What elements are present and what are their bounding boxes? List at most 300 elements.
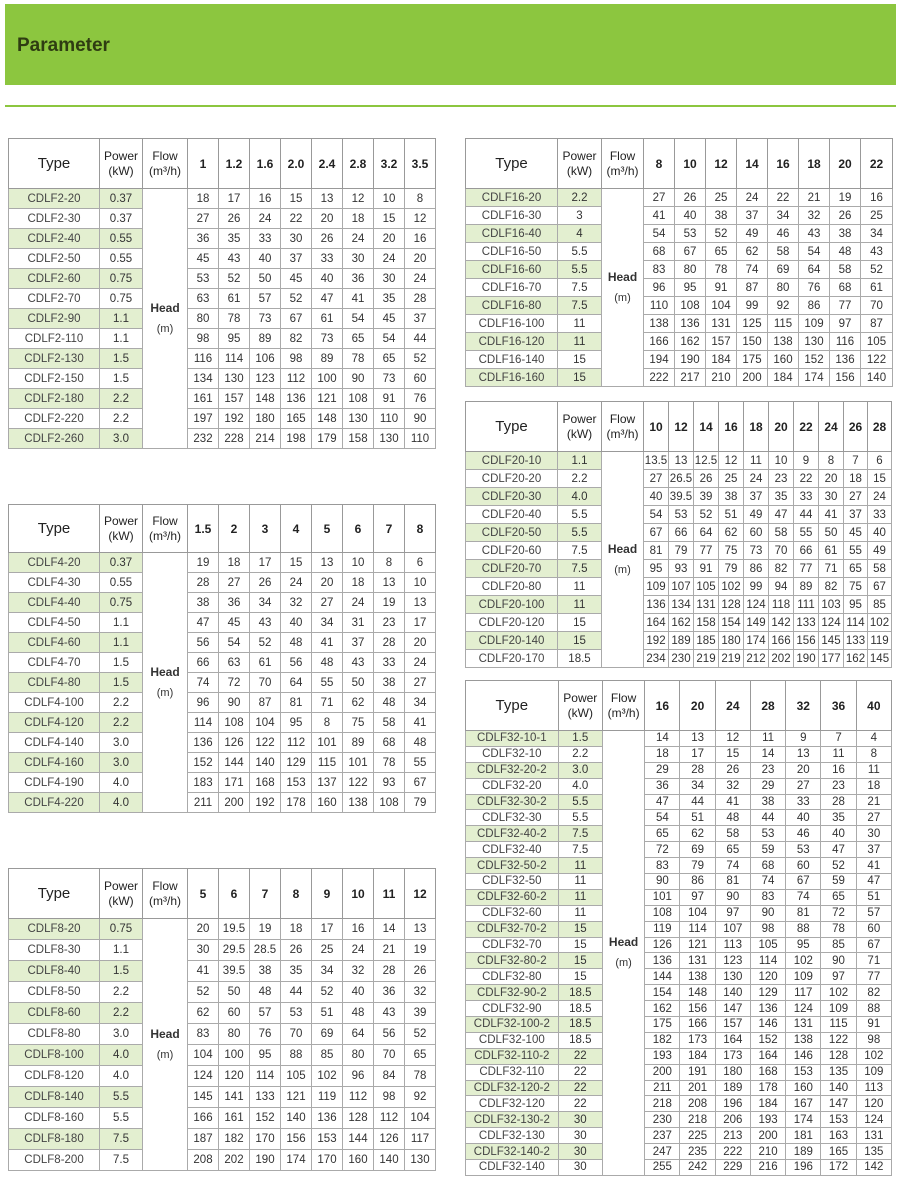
table-row	[466, 560, 892, 578]
head-label-cell	[602, 452, 644, 668]
head-value: 65	[374, 349, 405, 369]
head-unit: (m)	[156, 1049, 174, 1061]
head-value: 35	[769, 488, 794, 506]
head-value: 24	[405, 653, 436, 673]
head-value: 84	[374, 1066, 405, 1087]
head-value: 78	[343, 349, 374, 369]
pump-type: CDLF4-30	[9, 573, 100, 593]
pump-power: 2.2	[100, 982, 143, 1003]
head-value: 113	[715, 937, 750, 953]
flow-value-header: 18	[744, 402, 769, 452]
head-value: 37	[856, 842, 891, 858]
table-row	[466, 905, 892, 921]
head-value: 187	[188, 1129, 219, 1150]
pump-type: CDLF32-120	[466, 1096, 559, 1112]
head-value: 255	[645, 1160, 680, 1176]
pump-type: CDLF16-40	[466, 225, 558, 243]
head-value: 8	[819, 452, 844, 470]
pump-type: CDLF2-30	[9, 209, 100, 229]
table-row	[466, 746, 892, 762]
head-label: Head	[608, 935, 639, 950]
table-row	[9, 1108, 436, 1129]
pump-power: 5.5	[558, 243, 602, 261]
table-row	[9, 753, 436, 773]
head-value: 65	[645, 826, 680, 842]
flow-value-header: 8	[405, 505, 436, 553]
pump-power: 11	[558, 889, 602, 905]
head-value: 16	[343, 919, 374, 940]
power-unit: (kW)	[567, 705, 593, 720]
head-value: 62	[188, 1003, 219, 1024]
head-value: 61	[219, 289, 250, 309]
flow-value-header: 4	[281, 505, 312, 553]
head-value: 119	[312, 1087, 343, 1108]
head-value: 201	[680, 1080, 715, 1096]
head-value: 28.5	[250, 940, 281, 961]
head-value: 95	[786, 937, 821, 953]
head-value: 14	[750, 746, 785, 762]
pump-type: CDLF8-180	[9, 1129, 100, 1150]
head-value: 93	[669, 560, 694, 578]
head-value: 138	[786, 1032, 821, 1048]
head-value: 14	[374, 919, 405, 940]
head-value: 135	[856, 1144, 891, 1160]
flow-value-header: 28	[868, 402, 892, 452]
pump-power: 0.75	[100, 269, 143, 289]
table-row	[466, 207, 893, 225]
head-value: 80	[343, 1045, 374, 1066]
head-value: 58	[830, 261, 861, 279]
head-value: 118	[769, 596, 794, 614]
power-label: Power	[103, 513, 138, 528]
pump-type: CDLF32-60-2	[466, 889, 559, 905]
table-row	[466, 794, 892, 810]
head-value: 6	[405, 553, 436, 573]
head-value: 34	[768, 207, 799, 225]
head-value: 108	[219, 713, 250, 733]
pump-power: 4.0	[558, 778, 602, 794]
head-value: 109	[799, 315, 830, 333]
head-value: 54	[343, 309, 374, 329]
head-value: 80	[768, 279, 799, 297]
table-row	[466, 243, 893, 261]
head-value: 41	[312, 633, 343, 653]
head-value: 108	[675, 297, 706, 315]
pump-power: 15	[558, 369, 602, 387]
head-value: 184	[706, 351, 737, 369]
head-value: 22	[768, 189, 799, 207]
head-value: 27	[405, 673, 436, 693]
head-value: 102	[821, 985, 856, 1001]
table-row	[9, 1024, 436, 1045]
pump-power: 5.5	[558, 506, 602, 524]
pump-type: CDLF4-100	[9, 693, 100, 713]
pump-type: CDLF16-70	[466, 279, 558, 297]
head-value: 114	[188, 713, 219, 733]
head-value: 24	[405, 269, 436, 289]
head-value: 60	[219, 1003, 250, 1024]
head-value: 34	[312, 613, 343, 633]
table-row	[466, 225, 893, 243]
pump-type: CDLF16-60	[466, 261, 558, 279]
head-value: 50	[343, 673, 374, 693]
head-value: 100	[219, 1045, 250, 1066]
power-unit: (kW)	[108, 893, 134, 908]
head-value: 46	[786, 826, 821, 842]
flow-header	[143, 139, 188, 189]
head-value: 90	[405, 409, 436, 429]
head-value: 65	[715, 842, 750, 858]
head-value: 174	[786, 1112, 821, 1128]
head-value: 20	[374, 229, 405, 249]
pump-power: 0.37	[100, 209, 143, 229]
head-value: 121	[281, 1087, 312, 1108]
head-value: 43	[250, 613, 281, 633]
head-value: 116	[830, 333, 861, 351]
pump-power: 0.75	[100, 593, 143, 613]
head-value: 110	[405, 429, 436, 449]
head-value: 174	[281, 1150, 312, 1171]
head-value: 78	[374, 753, 405, 773]
head-value: 12	[715, 731, 750, 747]
pump-type: CDLF32-100-2	[466, 1017, 559, 1033]
head-value: 218	[645, 1096, 680, 1112]
table-row	[466, 279, 893, 297]
head-value: 214	[250, 429, 281, 449]
head-value: 9	[794, 452, 819, 470]
head-value: 51	[719, 506, 744, 524]
flow-value-header: 3.5	[405, 139, 436, 189]
pump-type: CDLF32-90	[466, 1001, 559, 1017]
pump-type: CDLF32-20-2	[466, 762, 559, 778]
head-value: 7	[844, 452, 868, 470]
pump-type: CDLF32-20	[466, 778, 559, 794]
head-value: 27	[312, 593, 343, 613]
table-row	[466, 315, 893, 333]
head-value: 52	[861, 261, 893, 279]
head-value: 78	[219, 309, 250, 329]
head-value: 130	[219, 369, 250, 389]
head-value: 173	[715, 1048, 750, 1064]
pump-power: 7.5	[558, 297, 602, 315]
flow-value-header: 16	[768, 139, 799, 189]
flow-value-header: 32	[786, 681, 821, 731]
head-value: 20	[188, 919, 219, 940]
head-value: 25	[312, 940, 343, 961]
head-value: 58	[868, 560, 892, 578]
head-value: 53	[786, 842, 821, 858]
head-value: 217	[675, 369, 706, 387]
head-value: 17	[250, 553, 281, 573]
table-row	[466, 1001, 892, 1017]
head-value: 56	[374, 1024, 405, 1045]
head-value: 28	[374, 961, 405, 982]
pump-power: 3.0	[100, 733, 143, 753]
head-value: 162	[675, 333, 706, 351]
head-value: 67	[675, 243, 706, 261]
table-row	[466, 858, 892, 874]
head-value: 114	[844, 614, 868, 632]
pump-power: 3.0	[100, 429, 143, 449]
head-value: 147	[715, 1001, 750, 1017]
head-value: 100	[312, 369, 343, 389]
head-value: 30	[281, 229, 312, 249]
head-value: 20	[405, 249, 436, 269]
head-value: 70	[281, 1024, 312, 1045]
head-value: 58	[768, 243, 799, 261]
head-value: 136	[750, 1001, 785, 1017]
power-header	[100, 139, 143, 189]
head-value: 27	[844, 488, 868, 506]
pump-power: 7.5	[558, 279, 602, 297]
pump-type: CDLF32-130-2	[466, 1112, 559, 1128]
pump-power: 4.0	[558, 488, 602, 506]
pump-type: CDLF8-60	[9, 1003, 100, 1024]
head-value: 71	[856, 953, 891, 969]
pump-power: 1.5	[100, 961, 143, 982]
head-value: 26	[405, 961, 436, 982]
head-value: 104	[250, 713, 281, 733]
head-value: 178	[750, 1080, 785, 1096]
table-row	[466, 297, 893, 315]
head-value: 48	[715, 810, 750, 826]
head-value: 90	[750, 905, 785, 921]
flow-value-header: 36	[821, 681, 856, 731]
flow-label: Flow	[152, 513, 178, 528]
head-value: 21	[856, 794, 891, 810]
flow-value-header: 7	[250, 869, 281, 919]
head-value: 54	[219, 633, 250, 653]
head-value: 148	[680, 985, 715, 1001]
pump-power: 7.5	[558, 826, 602, 842]
head-value: 134	[669, 596, 694, 614]
head-value: 120	[219, 1066, 250, 1087]
head-value: 161	[219, 1108, 250, 1129]
flow-value-header: 1.5	[188, 505, 219, 553]
head-value: 40	[644, 488, 669, 506]
head-value: 106	[250, 349, 281, 369]
flow-value-header: 8	[644, 139, 675, 189]
head-value: 166	[644, 333, 675, 351]
head-value: 80	[188, 309, 219, 329]
head-value: 40	[250, 249, 281, 269]
head-value: 81	[715, 874, 750, 890]
head-value: 38	[830, 225, 861, 243]
head-value: 120	[856, 1096, 891, 1112]
pump-power: 15	[558, 351, 602, 369]
head-value: 124	[819, 614, 844, 632]
head-value: 13	[680, 731, 715, 747]
head-value: 62	[680, 826, 715, 842]
head-value: 65	[405, 1045, 436, 1066]
pump-power: 2.2	[558, 746, 602, 762]
head-value: 52	[281, 289, 312, 309]
head-value: 76	[250, 1024, 281, 1045]
head-value: 32	[405, 982, 436, 1003]
flow-label: Flow	[152, 148, 178, 163]
pump-type: CDLF20-50	[466, 524, 558, 542]
power-label: Power	[103, 148, 138, 163]
table-row	[9, 693, 436, 713]
flow-value-header: 26	[844, 402, 868, 452]
pump-type: CDLF2-220	[9, 409, 100, 429]
power-label: Power	[563, 690, 598, 705]
head-value: 131	[694, 596, 719, 614]
table-cdlf4	[8, 504, 436, 813]
power-unit: (kW)	[108, 528, 134, 543]
flow-unit: (m³/h)	[149, 528, 181, 543]
head-value: 36	[219, 593, 250, 613]
flow-value-header: 14	[737, 139, 768, 189]
head-value: 160	[786, 1080, 821, 1096]
table-row	[466, 985, 892, 1001]
head-value: 48	[405, 733, 436, 753]
head-value: 54	[644, 225, 675, 243]
pump-type: CDLF32-30	[466, 810, 559, 826]
head-value: 124	[856, 1112, 891, 1128]
head-value: 18	[281, 919, 312, 940]
head-value: 128	[821, 1048, 856, 1064]
table-row	[9, 793, 436, 813]
head-value: 15	[715, 746, 750, 762]
head-value: 90	[219, 693, 250, 713]
head-value: 123	[715, 953, 750, 969]
pump-type: CDLF32-90-2	[466, 985, 559, 1001]
flow-unit: (m³/h)	[607, 705, 640, 720]
pump-type: CDLF16-30	[466, 207, 558, 225]
pump-type: CDLF32-120-2	[466, 1080, 559, 1096]
flow-value-header: 3	[250, 505, 281, 553]
head-value: 60	[405, 369, 436, 389]
head-value: 29	[645, 762, 680, 778]
head-value: 79	[680, 858, 715, 874]
pump-power: 7.5	[558, 560, 602, 578]
head-value: 8	[405, 189, 436, 209]
pump-type: CDLF16-140	[466, 351, 558, 369]
table-row	[466, 762, 892, 778]
head-value: 182	[219, 1129, 250, 1150]
head-value: 140	[861, 369, 893, 387]
pump-type: CDLF16-160	[466, 369, 558, 387]
head-value: 10	[769, 452, 794, 470]
head-value: 48	[312, 653, 343, 673]
head-value: 184	[680, 1048, 715, 1064]
head-value: 105	[281, 1066, 312, 1087]
head-value: 77	[856, 969, 891, 985]
head-value: 90	[645, 874, 680, 890]
head-value: 83	[645, 858, 680, 874]
pump-type: CDLF32-70-2	[466, 921, 559, 937]
head-value: 54	[644, 506, 669, 524]
head-unit: (m)	[614, 292, 631, 304]
head-value: 175	[645, 1017, 680, 1033]
pump-type: CDLF32-100	[466, 1032, 559, 1048]
head-value: 35	[374, 289, 405, 309]
flow-header	[143, 869, 188, 919]
head-value: 52	[821, 858, 856, 874]
table-row	[466, 1032, 892, 1048]
power-header	[558, 681, 602, 731]
head-value: 8	[374, 553, 405, 573]
head-value: 85	[821, 937, 856, 953]
head-value: 206	[715, 1112, 750, 1128]
head-value: 70	[374, 1045, 405, 1066]
head-value: 11	[744, 452, 769, 470]
head-value: 89	[250, 329, 281, 349]
head-value: 33	[786, 794, 821, 810]
head-value: 48	[250, 982, 281, 1003]
head-value: 102	[868, 614, 892, 632]
head-value: 13	[786, 746, 821, 762]
table-row	[466, 596, 892, 614]
head-value: 64	[343, 1024, 374, 1045]
head-value: 114	[750, 953, 785, 969]
head-value: 197	[188, 409, 219, 429]
head-value: 68	[830, 279, 861, 297]
head-value: 87	[861, 315, 893, 333]
head-value: 79	[719, 560, 744, 578]
head-value: 74	[715, 858, 750, 874]
type-header: Type	[9, 869, 100, 919]
head-label: Head	[150, 1027, 180, 1041]
head-value: 112	[281, 733, 312, 753]
flow-value-header: 6	[343, 505, 374, 553]
pump-power: 11	[558, 578, 602, 596]
head-value: 17	[680, 746, 715, 762]
head-value: 242	[680, 1160, 715, 1176]
power-label: Power	[562, 411, 597, 426]
head-value: 39	[694, 488, 719, 506]
head-value: 24	[374, 249, 405, 269]
head-value: 33	[312, 249, 343, 269]
flow-value-header: 10	[343, 869, 374, 919]
flow-value-header: 1	[188, 139, 219, 189]
table-row	[9, 733, 436, 753]
head-value: 114	[250, 1066, 281, 1087]
head-value: 31	[343, 613, 374, 633]
head-value: 156	[281, 1129, 312, 1150]
head-value: 133	[844, 632, 868, 650]
head-value: 95	[219, 329, 250, 349]
pump-power: 4	[558, 225, 602, 243]
pump-type: CDLF20-10	[466, 452, 558, 470]
pump-power: 5.5	[100, 1087, 143, 1108]
head-value: 74	[786, 889, 821, 905]
head-value: 57	[250, 1003, 281, 1024]
head-value: 116	[188, 349, 219, 369]
head-value: 95	[844, 596, 868, 614]
power-header	[100, 869, 143, 919]
table-row	[9, 1045, 436, 1066]
head-value: 51	[312, 1003, 343, 1024]
pump-power: 22	[558, 1080, 602, 1096]
head-value: 81	[281, 693, 312, 713]
head-value: 33	[794, 488, 819, 506]
head-value: 49	[744, 506, 769, 524]
head-value: 37	[744, 488, 769, 506]
pump-type: CDLF16-100	[466, 315, 558, 333]
pump-type: CDLF32-10	[466, 746, 559, 762]
head-value: 164	[750, 1048, 785, 1064]
table-row	[9, 613, 436, 633]
pump-power: 11	[558, 858, 602, 874]
table-row	[466, 542, 892, 560]
head-value: 73	[312, 329, 343, 349]
pump-power: 5.5	[558, 261, 602, 279]
head-value: 180	[719, 632, 744, 650]
head-value: 49	[737, 225, 768, 243]
head-value: 19	[405, 940, 436, 961]
